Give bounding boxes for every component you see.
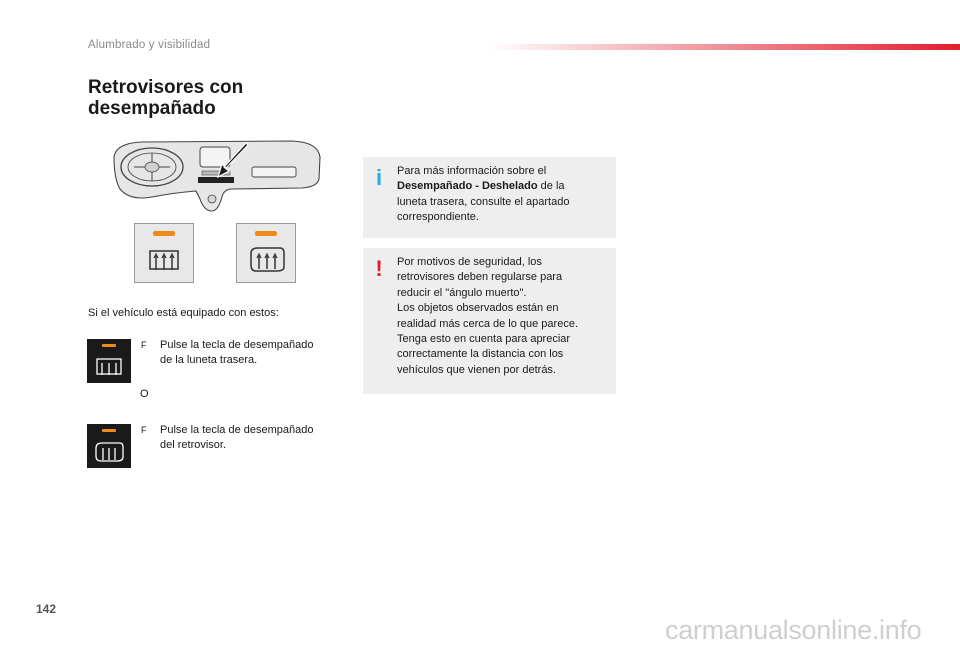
warning-note-line: correctamente la distancia con los: [397, 348, 564, 361]
info-note-bold: Desempañado - Deshelado: [397, 180, 538, 193]
mirror-demist-icon: [87, 424, 131, 468]
title-line-1: Retrovisores con: [88, 77, 244, 98]
page-number: 142: [36, 602, 57, 616]
watermark: carmanualsonline.info: [665, 615, 922, 645]
info-note-rest: de la: [537, 180, 565, 193]
warning-note-line: vehículos que vienen por detrás.: [397, 363, 556, 376]
info-note-line: luneta trasera, consulte el apartado: [397, 195, 570, 208]
title-line-2: desempañado: [88, 98, 216, 119]
info-note: [363, 157, 616, 238]
warning-note-line: realidad más cerca de lo que parece.: [397, 317, 578, 330]
info-icon: i: [375, 165, 383, 190]
step-1-line-2: de la luneta trasera.: [160, 354, 258, 366]
info-note-line: Para más información sobre el: [397, 165, 547, 177]
warning-note-line: retrovisores deben regularse para: [397, 271, 563, 284]
info-note-line: [397, 179, 607, 194]
warning-note-line: Los objetos observados están en: [397, 302, 559, 315]
section-header: Alumbrado y visibilidad: [88, 39, 211, 51]
step-2-line-1: Pulse la tecla de desempañado: [160, 424, 314, 436]
warning-note-line: reducir el "ángulo muerto".: [397, 286, 527, 299]
intro-text: Si el vehículo está equipado con estos:: [88, 307, 279, 319]
rear-demist-button-illustration: [134, 223, 194, 283]
info-note-text: [397, 164, 607, 226]
warning-note-line: Por motivos de seguridad, los: [397, 256, 542, 268]
warning-icon: !: [375, 256, 383, 281]
warning-note-text: [397, 255, 607, 378]
warning-note-line: Tenga esto en cuenta para apreciar: [397, 333, 571, 346]
step-1-line-1: Pulse la tecla de desempañado: [160, 339, 314, 351]
or-label: O: [140, 388, 149, 400]
page-title: [88, 77, 243, 119]
rear-screen-demist-icon: [87, 339, 131, 383]
dashboard-illustration: [112, 137, 322, 217]
warning-note: [363, 248, 616, 394]
header-rule: [488, 44, 960, 50]
step-2-line-2: del retrovisor.: [160, 439, 227, 451]
info-note-line: correspondiente.: [397, 211, 479, 224]
step-bullet: F: [141, 425, 147, 435]
mirror-demist-button-illustration: [236, 223, 296, 283]
step-bullet: F: [141, 340, 147, 350]
